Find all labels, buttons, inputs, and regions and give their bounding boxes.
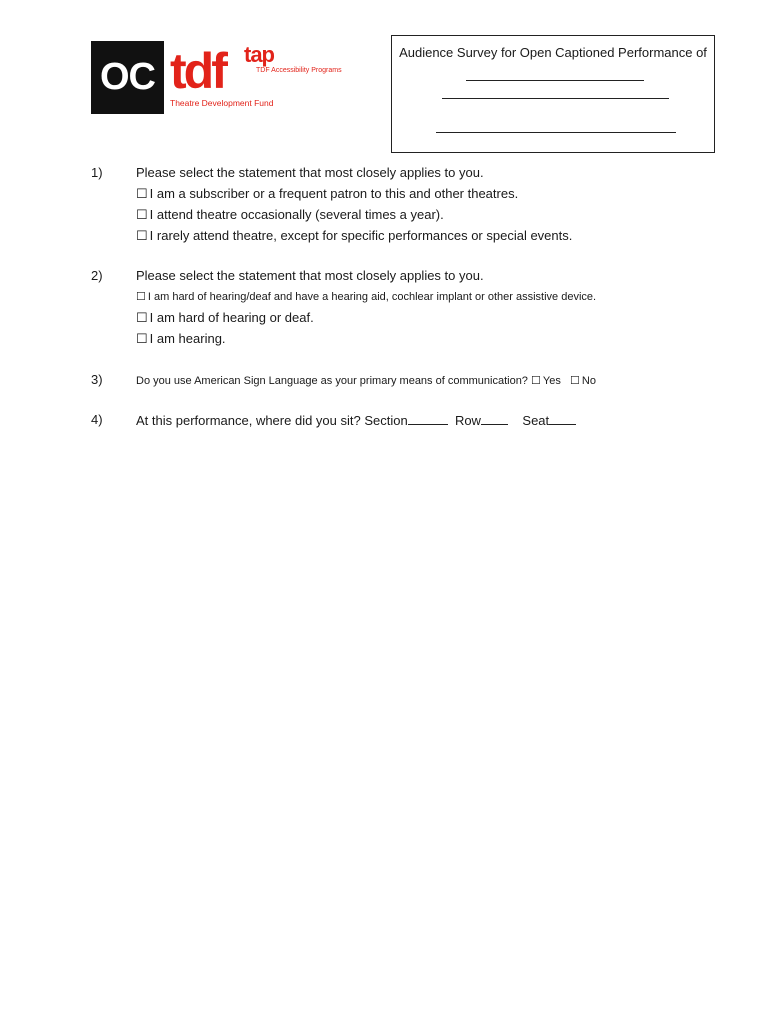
checkbox-icon[interactable]: ☐ — [136, 291, 146, 303]
seat-label: Seat — [522, 413, 550, 428]
option[interactable] — [136, 207, 444, 223]
performance-name-line-3[interactable] — [436, 132, 676, 133]
question-text — [136, 412, 576, 428]
question-number: 4) — [91, 412, 103, 427]
option-label: I attend theatre occasionally (several times a year). — [149, 207, 444, 222]
option-label: I am a subscriber or a frequent patron to this and other theatres. — [149, 186, 519, 201]
option[interactable] — [136, 290, 596, 303]
option-label-no: No — [581, 375, 596, 387]
survey-title: Audience Survey for Open Captioned Performance of — [399, 45, 707, 60]
question-text: Please select the statement that most closely applies to you. — [136, 165, 484, 180]
option[interactable] — [136, 310, 314, 326]
option-label-yes: Yes — [542, 375, 561, 387]
section-label: At this performance, where did you sit? Section — [136, 413, 408, 428]
row-field[interactable] — [481, 412, 508, 425]
tdf-logo-text: tdf — [170, 43, 225, 99]
seat-field[interactable] — [549, 412, 576, 425]
performance-name-line-2[interactable] — [442, 98, 669, 99]
checkbox-icon[interactable]: ☐ — [136, 207, 148, 222]
oc-logo: OC — [91, 41, 164, 114]
question-label: Do you use American Sign Language as your primary means of communication? — [136, 375, 528, 387]
tap-logo-text: tap — [244, 42, 274, 67]
tdf-subtitle: TDF Accessibility Programs — [256, 67, 342, 74]
option-label: I am hearing. — [149, 331, 226, 346]
option-label: I am hard of hearing or deaf. — [149, 310, 314, 325]
checkbox-icon[interactable]: ☐ — [136, 186, 148, 201]
question-number: 3) — [91, 372, 103, 387]
row-label: Row — [454, 413, 481, 428]
question-number: 2) — [91, 268, 103, 283]
section-field[interactable] — [408, 412, 448, 425]
tdf-name: Theatre Development Fund — [170, 98, 274, 108]
question-text: Please select the statement that most closely applies to you. — [136, 268, 484, 283]
option-label: I am hard of hearing/deaf and have a hearing aid, cochlear implant or other assistive device. — [147, 291, 597, 303]
checkbox-icon[interactable]: ☐ — [136, 310, 148, 325]
checkbox-icon[interactable]: ☐ — [570, 375, 580, 387]
option[interactable] — [136, 331, 226, 347]
option[interactable] — [136, 186, 518, 202]
performance-name-line-1[interactable] — [466, 80, 644, 81]
tdf-logo — [170, 42, 340, 112]
checkbox-icon[interactable]: ☐ — [531, 375, 541, 387]
option[interactable] — [136, 228, 572, 244]
question-text — [136, 374, 596, 387]
checkbox-icon[interactable]: ☐ — [136, 331, 148, 346]
question-number: 1) — [91, 165, 103, 180]
option-label: I rarely attend theatre, except for specific performances or special events. — [149, 228, 573, 243]
checkbox-icon[interactable]: ☐ — [136, 228, 148, 243]
survey-header-box — [391, 35, 715, 153]
